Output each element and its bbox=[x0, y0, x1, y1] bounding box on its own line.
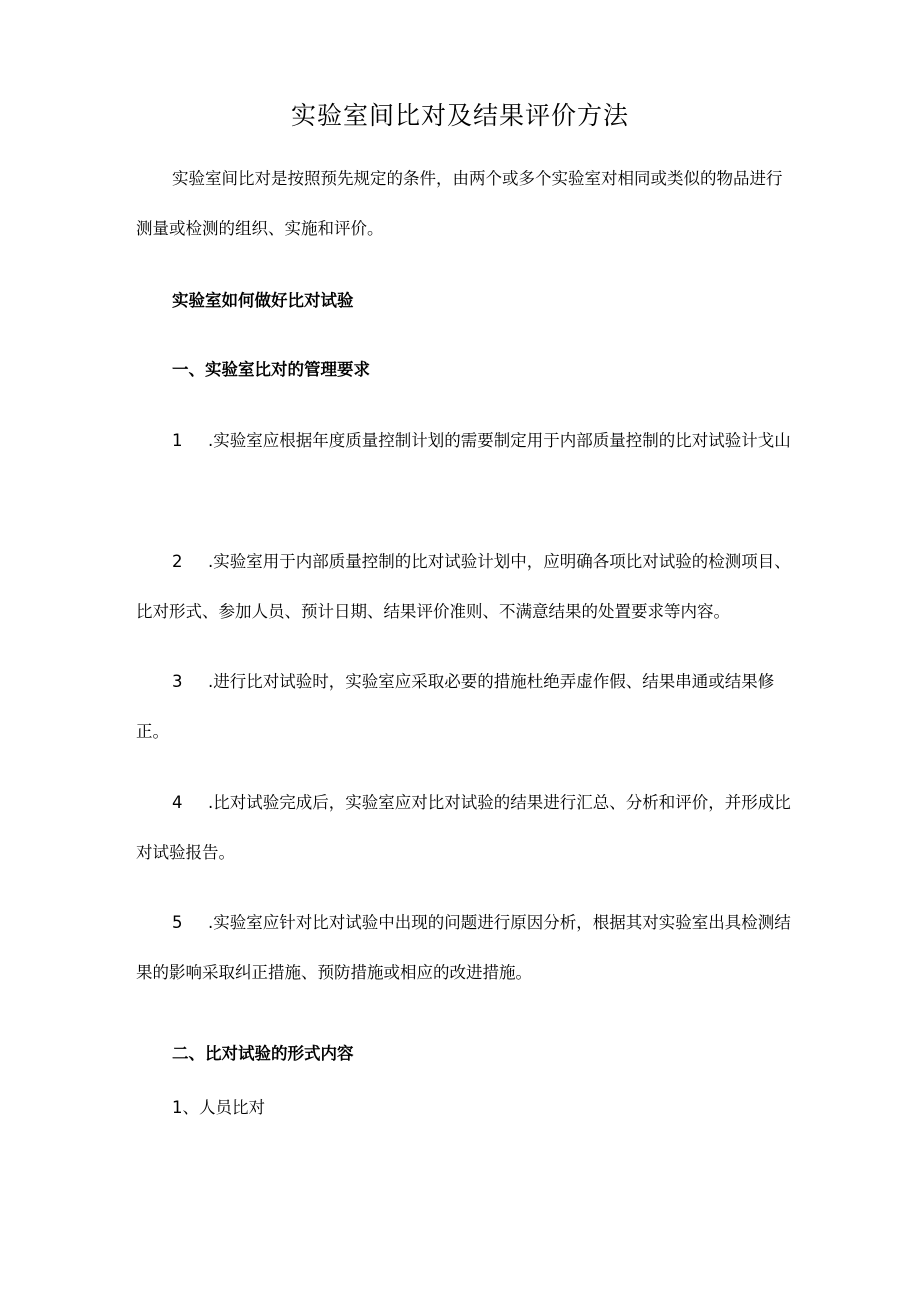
section1-heading: 一、实验室比对的管理要求 bbox=[172, 360, 370, 379]
list-item-text: .实验室应根据年度质量控制计划的需要制定用于内部质量控制的比对试验计戈山 bbox=[208, 431, 791, 450]
list-item-number: 5 bbox=[172, 913, 183, 932]
list-item-number: 4 bbox=[172, 793, 183, 812]
list-item-text: .实验室用于内部质量控制的比对试验计划中，应明确各项比对试验的检测项目、比对形式、参加人员、预计日期、结果评价准则、不满意结果的处置要求等内容。 bbox=[136, 552, 791, 621]
main-heading: 实验室如何做好比对试验 bbox=[172, 291, 354, 310]
list-item-number: 2 bbox=[172, 552, 183, 571]
list-item bbox=[136, 778, 792, 878]
list-item-text: .实验室应针对比对试验中出现的问题进行原因分析，根据其对实验室出具检测结果的影响采取纠正措施、预防措施或相应的改进措施。 bbox=[136, 913, 791, 982]
section2-subheading: 1、人员比对 bbox=[172, 1098, 265, 1117]
list-item bbox=[136, 537, 792, 637]
section2-heading: 二、比对试验的形式内容 bbox=[172, 1044, 354, 1063]
list-item-text: .进行比对试验时，实验室应采取必要的措施杜绝弄虚作假、结果串通或结果修正。 bbox=[136, 672, 775, 741]
list-item-text: .比对试验完成后，实验室应对比对试验的结果进行汇总、分析和评价，并形成比对试验报告。 bbox=[136, 793, 791, 862]
document-title: 实验室间比对及结果评价方法 bbox=[290, 101, 629, 130]
list-item bbox=[136, 657, 792, 757]
list-item-number: 1 bbox=[172, 431, 183, 450]
list-item-number: 3 bbox=[172, 672, 183, 691]
list-item bbox=[136, 898, 792, 998]
list-item bbox=[136, 416, 792, 466]
intro-paragraph: 实验室间比对是按照预先规定的条件，由两个或多个实验室对相同或类似的物品进行测量或检测的组织、实施和评价。 bbox=[136, 169, 783, 238]
